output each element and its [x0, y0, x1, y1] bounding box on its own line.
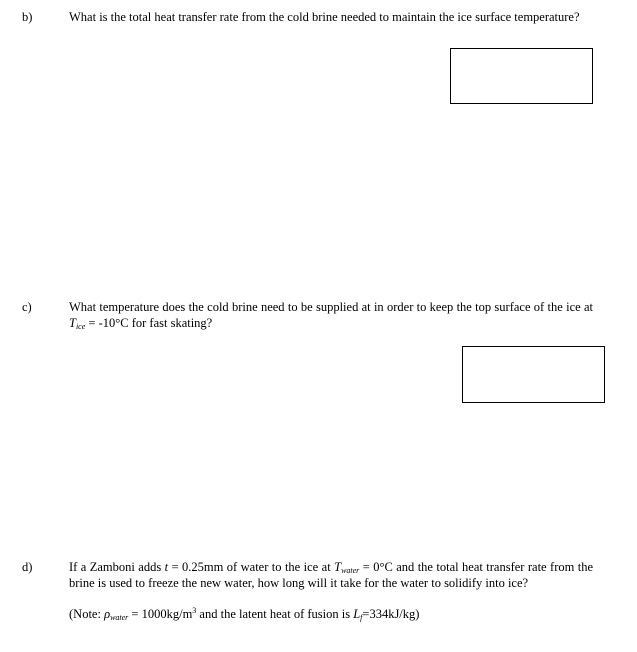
part-b-question-text: What is the total heat transfer rate from the cold brine needed to maintain the ice surface temperature? — [69, 10, 580, 24]
part-d-note-mid: = 1000kg/m — [131, 607, 193, 621]
part-d-note-open: (Note: — [69, 607, 101, 621]
part-d-note — [69, 607, 593, 623]
part-d-text-2: = 0.25mm of water to the ice at — [171, 560, 331, 574]
part-d-tw-sub: water — [341, 566, 360, 575]
part-d-note-end: =334kJ/kg) — [362, 607, 420, 621]
part-d-rho-var: ρ — [104, 607, 111, 621]
part-d-t-var: t — [164, 560, 169, 574]
part-c-label: c) — [22, 300, 32, 314]
part-d-lf-sub: f — [360, 613, 363, 622]
part-d-lf-var: L — [353, 607, 361, 621]
part-b-question — [69, 10, 593, 26]
part-d-tw-var: T — [334, 560, 342, 574]
part-b-label: b) — [22, 10, 33, 24]
part-d-label: d) — [22, 560, 33, 574]
part-c-temperature-var: T — [69, 315, 76, 330]
part-d-note-sup: 3 — [192, 606, 197, 615]
part-c-question-prefix: What temperature does the cold brine need to be supplied at in order to keep the top surface of the ice at — [69, 300, 593, 314]
part-b-answer-box[interactable] — [450, 48, 593, 104]
part-c-temperature-sub: ice — [75, 321, 86, 331]
part-c-question — [69, 300, 593, 331]
part-c-question-suffix: = -10°C for fast skating? — [88, 315, 213, 330]
part-d-text-1: If a Zamboni adds — [69, 560, 162, 574]
part-d-question — [69, 560, 593, 591]
part-d-note-mid2: and the latent heat of fusion is — [199, 607, 351, 621]
part-c-answer-box[interactable] — [462, 346, 605, 403]
part-d-text-3: = 0°C and the total heat transfer rate from the brine is used to freeze the new water, how long will it take for the water to solidify into ice? — [69, 560, 594, 590]
part-d-rho-sub: water — [110, 613, 129, 622]
